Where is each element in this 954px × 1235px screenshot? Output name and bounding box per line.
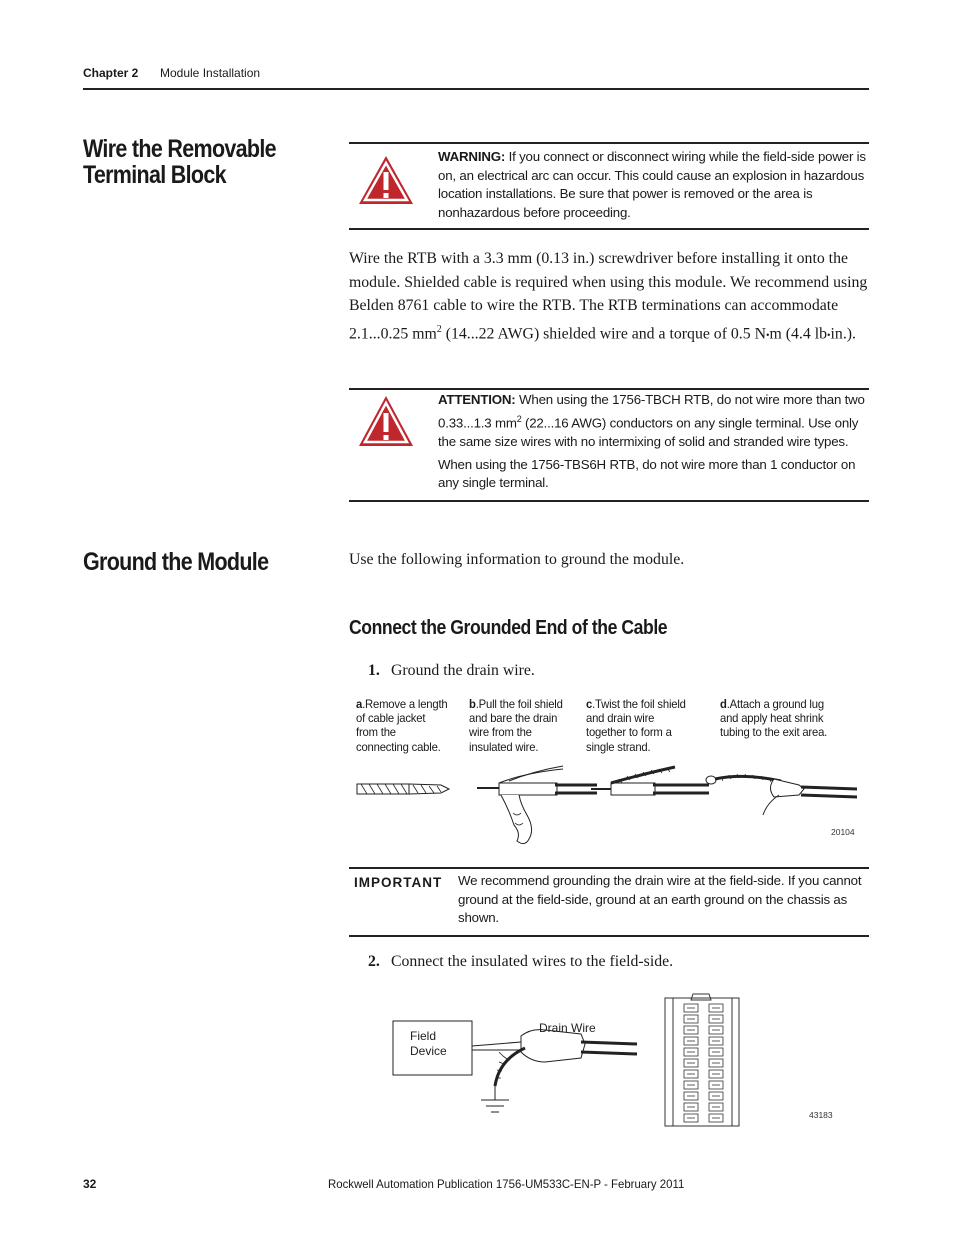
- attention-para-1: ATTENTION: When using the 1756-TBCH RTB, do not wire more than two 0.33...1.3 $mm^2$ (22...16 AWG) conductors on any single terminal. Use only the same size wires with no intermixing of solid and stranded wire types.: [438, 392, 865, 449]
- attention-text: [438, 391, 867, 493]
- section-heading-wire-rtb: Wire the Removable Terminal Block: [83, 135, 276, 189]
- cable-prep-figure: [349, 755, 869, 855]
- rtb-paragraph: Wire the RTB with a 3.3 mm (0.13 in.) screwdriver before installing it onto the module. Shielded cable is required when using this module. We recommend using Belden 8761 cable to wire the RTB. The RTB terminations can accommodate 2.1...0.25 $mm^2$ (14...22 AWG) shielded wire and a torque of 0.5 N•m (4.4 lb•in.).: [349, 250, 868, 342]
- field-device-label-1: Field: [410, 1029, 437, 1043]
- footer-page-number: 32: [83, 1177, 97, 1191]
- header-title: Module Installation: [160, 66, 261, 80]
- attention-box: [349, 388, 869, 502]
- substep-d-caption: d.Attach a ground lug and apply heat shrink tubing to the exit area.: [720, 697, 828, 740]
- substep-c-caption: c.Twist the foil shield and drain wire together to form a single strand.: [586, 697, 686, 754]
- warning-triangle-icon: [357, 154, 415, 206]
- header-rule: [83, 88, 869, 90]
- attention-para-2: When using the 1756-TBS6H RTB, do not wire more than 1 conductor on any single terminal.: [438, 456, 856, 491]
- cable-d-illustration: [706, 774, 857, 815]
- ground-intro: Use the following information to ground the module.: [349, 551, 685, 568]
- attention-label: ATTENTION:: [438, 392, 516, 407]
- cable-b-illustration: [477, 766, 597, 844]
- subsection-heading-connect-cable: Connect the Grounded End of the Cable: [349, 617, 668, 639]
- section-heading-ground-module: Ground the Module: [83, 548, 269, 576]
- header-chapter: Chapter 2: [83, 66, 139, 80]
- substep-a-caption: a.Remove a length of cable jacket from the connecting cable.: [356, 697, 448, 754]
- field-wiring-figure: [349, 990, 869, 1130]
- warning-text: WARNING: If you connect or disconnect wiring while the field-side power is on, an electrical arc can occur. This could cause an explosion in hazardous location installations. Be sure that power is removed or the area is nonhazardous before proceeding.: [438, 149, 866, 221]
- footer-publication: Rockwell Automation Publication 1756-UM533C-EN-P - February 2011: [328, 1177, 685, 1191]
- cable-illustration: [472, 1030, 637, 1112]
- important-text: We recommend grounding the drain wire at the field-side. If you cannot ground at the field-side, ground at an earth ground on the chassis as shown.: [458, 873, 862, 926]
- cable-a-illustration: [357, 784, 449, 794]
- drain-wire-label: Drain Wire: [539, 1021, 596, 1035]
- attention-triangle-icon: [357, 394, 415, 449]
- step-2: 2. Connect the insulated wires to the field-side.: [368, 953, 674, 970]
- figure-2-id: 43183: [809, 1110, 833, 1120]
- cable-c-illustration: [591, 767, 709, 795]
- warning-label: WARNING:: [438, 149, 506, 164]
- figure-1-id: 20104: [831, 827, 855, 837]
- field-device-label-2: Device: [410, 1044, 447, 1058]
- substep-b-caption: b.Pull the foil shield and bare the drain wire from the insulated wire.: [469, 697, 563, 754]
- important-label: IMPORTANT: [354, 875, 443, 890]
- step-1: 1. Ground the drain wire.: [368, 662, 535, 679]
- important-box: [349, 867, 869, 937]
- terminal-block-illustration: [665, 994, 739, 1126]
- warning-box: [349, 142, 869, 230]
